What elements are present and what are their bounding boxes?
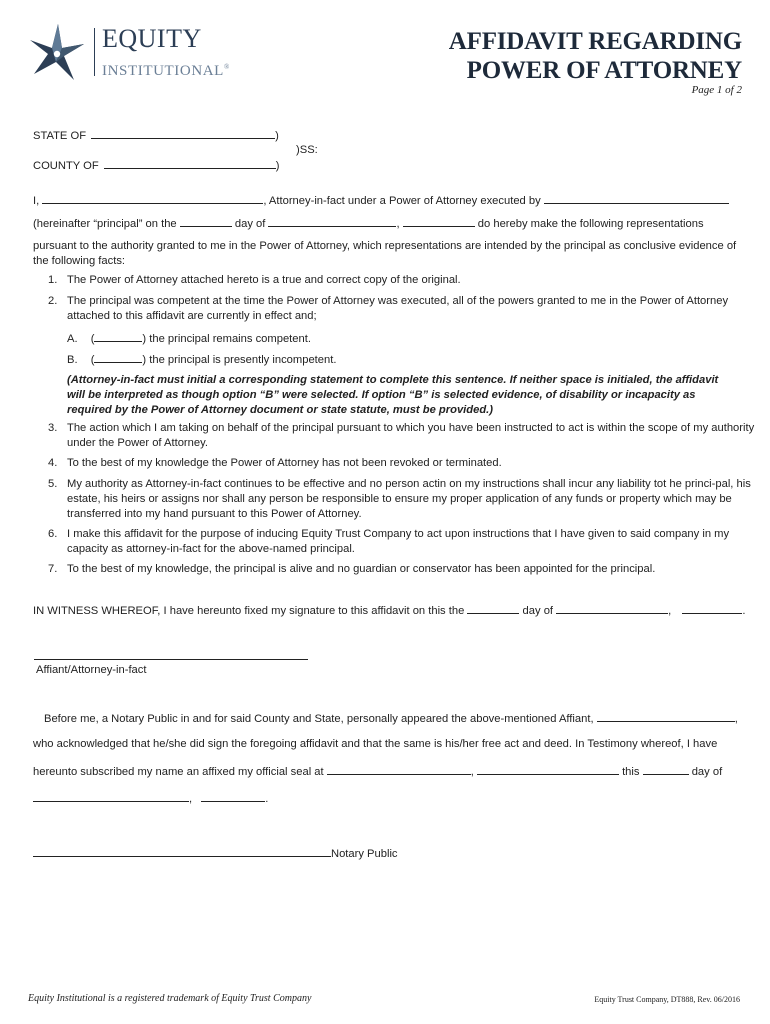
item-number: 3. — [48, 422, 58, 434]
list-item-2 — [48, 294, 757, 324]
comma: , — [668, 605, 672, 617]
list-item-6 — [48, 527, 757, 557]
witness-text: IN WITNESS WHEREOF, I have hereunto fixed my signature to this affidavit on this the — [33, 605, 465, 617]
list-item-1 — [48, 273, 757, 288]
notary-line-2: who acknowledged that he/she did sign the foregoing affidavit and that the same is his/her free act and deed. In Testimony whereof, I have — [33, 738, 718, 750]
county-field[interactable] — [104, 157, 276, 169]
notary-day-field[interactable] — [643, 763, 689, 775]
county-line — [33, 157, 280, 174]
option-a — [67, 330, 311, 347]
list-item-4 — [48, 456, 757, 471]
notary-month-field[interactable] — [33, 790, 189, 802]
item-text: To the best of my knowledge the Power of Attorney has not been revoked or terminated. — [67, 457, 502, 469]
seal-location-field[interactable] — [327, 763, 471, 775]
state-paren: ) — [275, 130, 279, 142]
intro-line-1 — [33, 192, 729, 209]
comma: , — [470, 766, 474, 778]
state-field[interactable] — [91, 127, 275, 139]
item-text: The Power of Attorney attached hereto is a true and correct copy of the original. — [67, 274, 461, 286]
notary-public-label: Notary Public — [331, 848, 398, 860]
attorney-name-field[interactable] — [42, 192, 263, 204]
witness-day-field[interactable] — [467, 602, 519, 614]
ss-label: )SS: — [296, 144, 318, 156]
notary-signature-row — [33, 845, 398, 862]
option-a-text: ) the principal remains competent. — [142, 333, 311, 345]
logo-sub-text — [102, 58, 230, 80]
item-text: The action which I am taking on behalf of the principal pursuant to which you have been instructed to act is within the scope of my authority under the Power of Attorney. — [67, 422, 755, 449]
list-item-3 — [48, 421, 757, 451]
affiant-signature-line[interactable] — [34, 659, 308, 660]
option-a-label: A. — [67, 333, 78, 345]
comma: , — [189, 793, 193, 805]
option-a-paren: ( — [90, 333, 95, 345]
witness-line — [33, 602, 745, 619]
document-title — [342, 27, 742, 85]
option-b-text: ) the principal is presently incompetent. — [142, 354, 337, 366]
day-of-label: day of — [234, 218, 266, 230]
hereinafter-text: (hereinafter “principal” on the — [33, 218, 177, 230]
notary-line-4 — [33, 790, 268, 807]
item-text: I make this affidavit for the purpose of inducing Equity Trust Company to act upon instructions that I have given to said company in my capacity as attorney-in-fact for the above-named principal. — [67, 528, 730, 555]
comma: , — [734, 713, 738, 725]
witness-day-of-label: day of — [522, 605, 554, 617]
state-label: STATE OF — [33, 130, 87, 142]
item-number: 5. — [48, 478, 58, 490]
notary-signature-line[interactable] — [33, 845, 331, 857]
item-text: To the best of my knowledge, the principal is alive and no guardian or conservator has been appointed for the principal. — [67, 563, 656, 575]
footer-trademark: Equity Institutional is a registered trademark of Equity Trust Company — [28, 993, 312, 1004]
initial-instruction-note: (Attorney-in-fact must initial a corresponding statement to complete this sentence. If neither space is initialed, the affidavit will be interpreted as though option “B” were selected. If option “B” is selected evidence, of disability or incapacity as required by the Power of Attorney document or state statute, must be provided.) — [67, 374, 719, 416]
compass-star-icon — [28, 22, 86, 84]
page-number: Page 1 of 2 — [691, 84, 742, 96]
period: . — [265, 793, 269, 805]
witness-year-field[interactable] — [682, 602, 742, 614]
executed-by-field[interactable] — [544, 192, 729, 204]
item-number: 6. — [48, 528, 58, 540]
option-b — [67, 351, 336, 368]
logo — [28, 22, 238, 84]
list-item-7 — [48, 562, 757, 577]
principal-day-field[interactable] — [180, 215, 232, 227]
county-label: COUNTY OF — [33, 160, 99, 172]
list-item-5 — [48, 477, 757, 522]
item-text: My authority as Attorney-in-fact continues to be effective and no person actin on my instructions shall incur any liability tot he princi-pal, his estate, his heirs or assigns nor shall any person be responsible to ensure my proper application of any funds or property which may be transferred into my hand pursuant to this Power of Attorney. — [67, 478, 751, 520]
notary-day-of-label: day of — [691, 766, 723, 778]
do-hereby-text: do hereby make the following representations — [477, 218, 704, 230]
affiant-name-field[interactable] — [597, 710, 735, 722]
item-text: The principal was competent at the time the Power of Attorney was executed, all of the powers granted to me in the Power of Attorney attached to this affidavit are currently in effect and; — [67, 295, 729, 322]
seal-location-field-2[interactable] — [477, 763, 619, 775]
option-b-paren: ( — [90, 354, 95, 366]
affiant-label: Affiant/Attorney-in-fact — [36, 664, 147, 676]
hereunto-text: hereunto subscribed my name an affixed my official seal at — [33, 766, 324, 778]
logo-sub-label: INSTITUTIONAL — [102, 63, 224, 79]
state-line — [33, 127, 279, 144]
registered-mark: ® — [223, 63, 230, 71]
option-b-label: B. — [67, 354, 78, 366]
item-number: 7. — [48, 563, 58, 575]
comma: , — [396, 218, 400, 230]
option-a-initial-field[interactable] — [94, 330, 142, 342]
principal-year-field[interactable] — [403, 215, 475, 227]
this-label: this — [622, 766, 640, 778]
witness-month-field[interactable] — [556, 602, 668, 614]
option-b-initial-field[interactable] — [94, 351, 142, 363]
before-me-text: Before me, a Notary Public in and for said County and State, personally appeared the above-mentioned Affiant, — [44, 713, 594, 725]
notary-year-field[interactable] — [201, 790, 265, 802]
logo-main-text: EQUITY — [102, 24, 202, 53]
intro-line-2 — [33, 215, 704, 232]
pursuant-paragraph: pursuant to the authority granted to me in the Power of Attorney, which representations are intended by the principal as conclusive evidence of the following facts: — [33, 240, 737, 267]
title-line-1: AFFIDAVIT REGARDING — [448, 28, 742, 55]
principal-month-field[interactable] — [268, 215, 396, 227]
footer-revision: Equity Trust Company, DT888, Rev. 06/2016 — [594, 995, 740, 1004]
item-number: 2. — [48, 295, 58, 307]
period: . — [742, 605, 746, 617]
logo-divider — [94, 28, 95, 76]
title-line-2: POWER OF ATTORNEY — [466, 57, 742, 84]
notary-line-1 — [44, 710, 738, 727]
item-number: 4. — [48, 457, 58, 469]
county-paren: ) — [275, 160, 280, 172]
aif-text: , Attorney-in-fact under a Power of Attorney executed by — [263, 195, 541, 207]
i-label: I, — [33, 195, 40, 207]
item-number: 1. — [48, 274, 58, 286]
notary-line-3 — [33, 763, 722, 780]
